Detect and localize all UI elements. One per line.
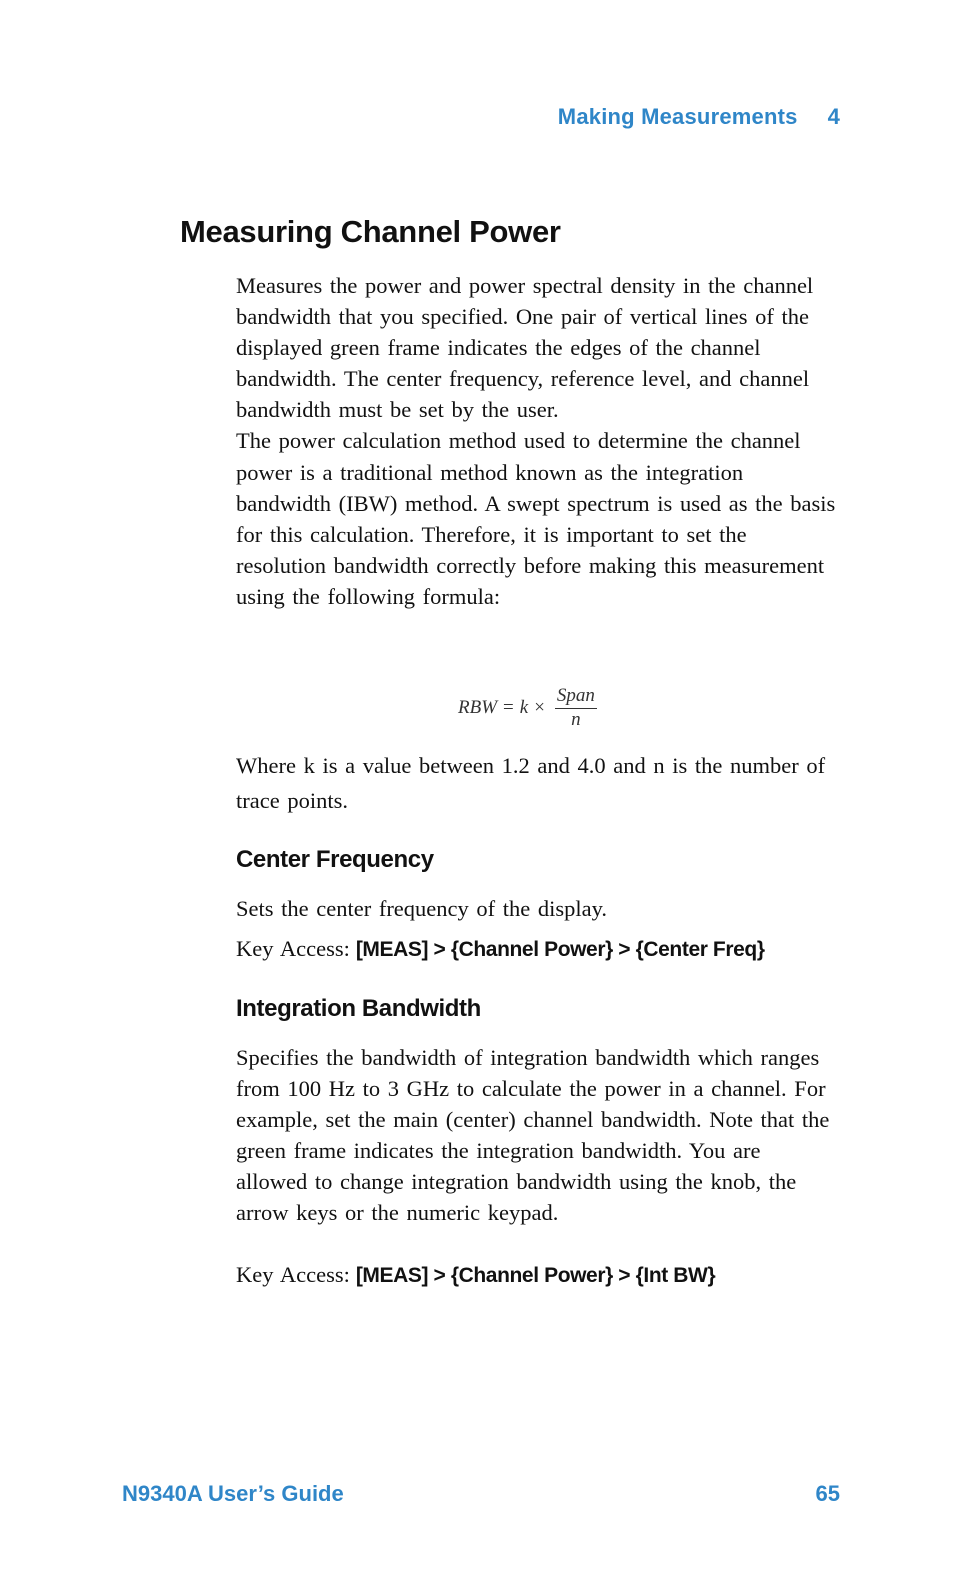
center-frequency-description-text: Sets the center frequency of the display. bbox=[236, 896, 608, 921]
center-frequency-key-access bbox=[236, 933, 836, 965]
formula-numerator: Span bbox=[555, 685, 597, 709]
formula-fraction bbox=[555, 685, 597, 731]
formula-denominator: n bbox=[571, 709, 581, 730]
intro-text bbox=[236, 270, 836, 612]
chapter-title: Making Measurements bbox=[557, 104, 798, 129]
rbw-formula bbox=[458, 685, 597, 731]
formula-explanation bbox=[236, 748, 836, 818]
integration-bandwidth-description bbox=[236, 1042, 836, 1229]
running-header bbox=[558, 104, 840, 130]
key-access-path: [MEAS] > {Channel Power} > {Int BW} bbox=[355, 1264, 716, 1287]
formula-lhs: RBW bbox=[458, 697, 498, 718]
integration-bandwidth-heading: Integration Bandwidth bbox=[236, 995, 481, 1022]
section-title: Measuring Channel Power bbox=[180, 214, 561, 249]
center-frequency-description bbox=[236, 893, 836, 924]
integration-bandwidth-description-text: Specifies the bandwidth of integration bandwidth which ranges from 100 Hz to 3 GHz to calculate the power in a channel. For example, set the main (center) channel bandwidth. Note that the green frame indicates the integration bandwidth. You are allowed to change integration bandwidth using the knob, the arrow keys or the numeric keypad. bbox=[236, 1045, 830, 1226]
intro-paragraph-2: The power calculation method used to determine the channel power is a traditional method known as the integration bandwidth (IBW) method. A swept spectrum is used as the basis for this calculation. Therefore, it is important to set the resolution bandwidth correctly before making this measurement using the following formula: bbox=[236, 428, 836, 609]
formula-k: k bbox=[519, 697, 529, 718]
formula-times: × bbox=[534, 697, 545, 718]
integration-bandwidth-key-access bbox=[236, 1259, 836, 1291]
formula-explanation-text: Where k is a value between 1.2 and 4.0 and n is the number of trace points. bbox=[236, 753, 826, 813]
formula-equals: = bbox=[503, 697, 514, 718]
chapter-number: 4 bbox=[827, 104, 840, 129]
footer-guide-title: N9340A User’s Guide bbox=[122, 1481, 344, 1506]
key-access-label: Key Access: bbox=[236, 1262, 350, 1287]
key-access-label: Key Access: bbox=[236, 936, 350, 961]
intro-paragraph-1: Measures the power and power spectral density in the channel bandwidth that you specified. One pair of vertical lines of the displayed green frame indicates the edges of the channel bandwidth. The center frequency, reference level, and channel bandwidth must be set by the user. bbox=[236, 273, 814, 423]
key-access-path: [MEAS] > {Channel Power} > {Center Freq} bbox=[355, 938, 765, 961]
footer-page-number: 65 bbox=[815, 1481, 840, 1506]
center-frequency-heading: Center Frequency bbox=[236, 846, 434, 873]
